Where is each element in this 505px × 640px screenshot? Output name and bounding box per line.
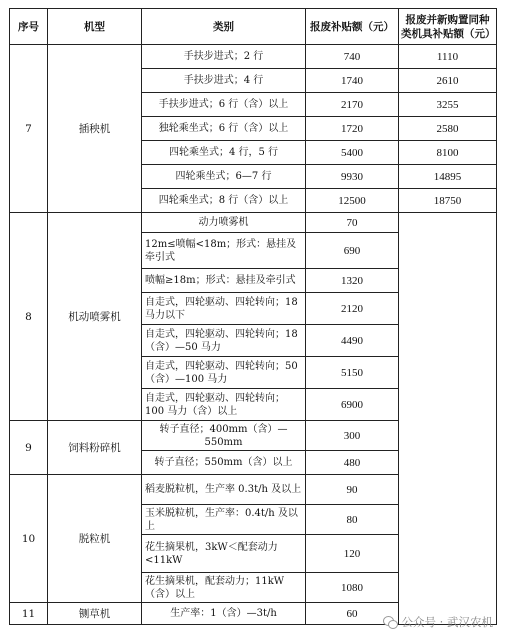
row-scrap: 70 <box>306 213 399 233</box>
row-category: 独轮乘坐式；6 行（含）以上 <box>142 117 306 141</box>
header-category: 类别 <box>142 9 306 45</box>
row-scrap: 6900 <box>306 389 399 421</box>
subsidy-table <box>9 8 497 625</box>
header-no: 序号 <box>10 9 48 45</box>
header-scrap-subsidy: 报废补贴额（元） <box>306 9 399 45</box>
row-category: 稻麦脱粒机，生产率 0.3t/h 及以上 <box>142 475 306 505</box>
row-scrap: 2170 <box>306 93 399 117</box>
row-scrap: 5150 <box>306 357 399 389</box>
row-model: 铡草机 <box>48 603 142 625</box>
header-model: 机型 <box>48 9 142 45</box>
row-no: 11 <box>10 603 48 625</box>
table-row <box>10 45 497 69</box>
row-category: 生产率：1（含）—3t/h <box>142 603 306 625</box>
row-category: 自走式，四轮驱动、四轮转向；18（含）—50 马力 <box>142 325 306 357</box>
row-category: 四轮乘坐式；8 行（含）以上 <box>142 189 306 213</box>
row-scrap: 300 <box>306 421 399 451</box>
row-scrap: 1740 <box>306 69 399 93</box>
row-category: 四轮乘坐式；4 行，5 行 <box>142 141 306 165</box>
row-scrap: 90 <box>306 475 399 505</box>
row-category: 自走式，四轮驱动、四轮转向；18 马力以下 <box>142 293 306 325</box>
row-scrap: 1320 <box>306 269 399 293</box>
row-purchase: 3255 <box>399 93 497 117</box>
row-purchase: 18750 <box>399 189 497 213</box>
row-model: 插秧机 <box>48 45 142 213</box>
header-purchase-subsidy: 报废并新购置同种类机具补贴额（元） <box>399 9 497 45</box>
row-category: 自走式，四轮驱动、四轮转向；100 马力（含）以上 <box>142 389 306 421</box>
row-purchase: 14895 <box>399 165 497 189</box>
row-scrap: 740 <box>306 45 399 69</box>
row-no: 8 <box>10 213 48 421</box>
row-scrap: 120 <box>306 535 399 573</box>
row-scrap: 60 <box>306 603 399 625</box>
row-purchase-empty <box>399 213 497 625</box>
row-category: 玉米脱粒机，生产率：0.4t/h 及以上 <box>142 505 306 535</box>
row-category: 12m≤喷幅<18m；形式：悬挂及牵引式 <box>142 233 306 269</box>
row-scrap: 2120 <box>306 293 399 325</box>
row-category: 花生摘果机，配套动力；11kW（含）以上 <box>142 573 306 603</box>
row-scrap: 12500 <box>306 189 399 213</box>
row-scrap: 80 <box>306 505 399 535</box>
row-model: 脱粒机 <box>48 475 142 603</box>
row-scrap: 1720 <box>306 117 399 141</box>
watermark-text: 公众号 · 武汉农机 <box>401 615 493 629</box>
row-purchase: 2580 <box>399 117 497 141</box>
row-no: 9 <box>10 421 48 475</box>
header-row <box>10 9 497 45</box>
row-category: 花生摘果机，3kW＜配套动力<11kW <box>142 535 306 573</box>
row-no: 7 <box>10 45 48 213</box>
row-scrap: 4490 <box>306 325 399 357</box>
row-scrap: 9930 <box>306 165 399 189</box>
row-category: 手扶步进式；6 行（含）以上 <box>142 93 306 117</box>
row-purchase: 2610 <box>399 69 497 93</box>
row-model: 机动喷雾机 <box>48 213 142 421</box>
watermark <box>383 614 493 630</box>
row-scrap: 480 <box>306 451 399 475</box>
row-category: 手扶步进式；4 行 <box>142 69 306 93</box>
row-model: 饲料粉碎机 <box>48 421 142 475</box>
row-category: 动力喷雾机 <box>142 213 306 233</box>
wechat-icon <box>383 616 398 628</box>
row-category: 自走式，四轮驱动、四轮转向；50（含）—100 马力 <box>142 357 306 389</box>
row-scrap: 1080 <box>306 573 399 603</box>
row-scrap: 5400 <box>306 141 399 165</box>
row-category: 转子直径；550mm（含）以上 <box>142 451 306 475</box>
row-category: 四轮乘坐式；6—7 行 <box>142 165 306 189</box>
row-scrap: 690 <box>306 233 399 269</box>
row-purchase: 1110 <box>399 45 497 69</box>
row-purchase: 8100 <box>399 141 497 165</box>
table-row <box>10 213 497 233</box>
row-category: 手扶步进式；2 行 <box>142 45 306 69</box>
row-no: 10 <box>10 475 48 603</box>
row-category: 喷幅≥18m；形式：悬挂及牵引式 <box>142 269 306 293</box>
row-category: 转子直径；400mm（含）—550mm <box>142 421 306 451</box>
